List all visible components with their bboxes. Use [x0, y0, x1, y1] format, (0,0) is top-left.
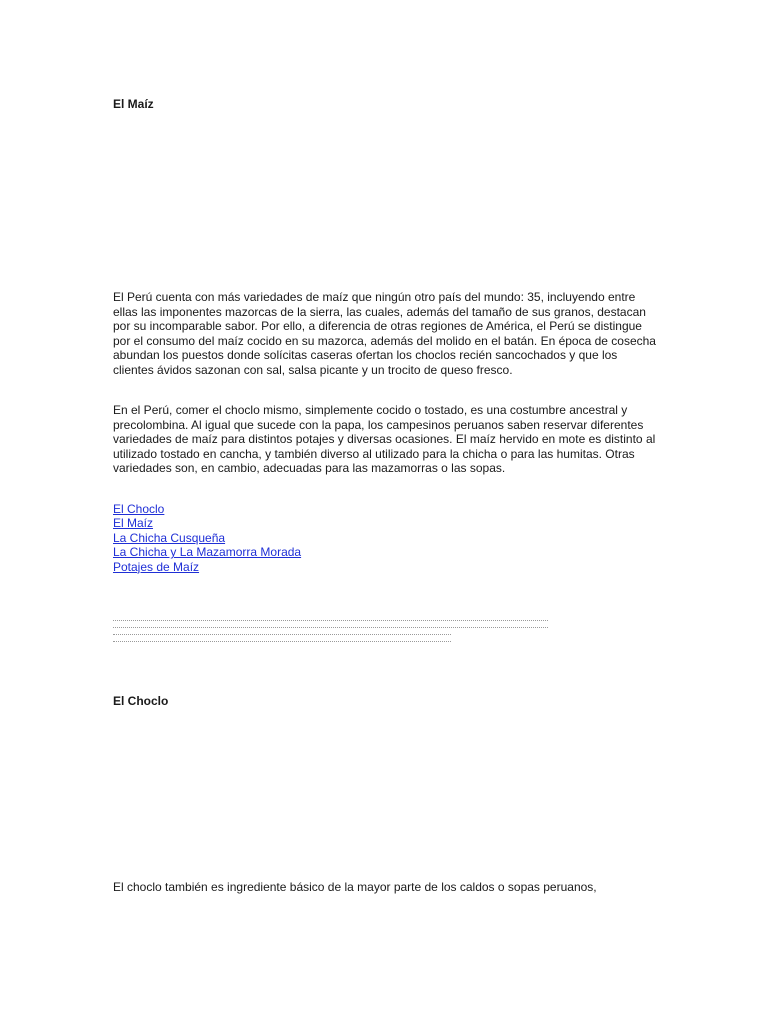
dotted-line: [113, 634, 451, 636]
section-title-maiz: El Maíz: [113, 97, 154, 111]
link-chicha-cusquena[interactable]: La Chicha Cusqueña: [113, 530, 226, 545]
link-list: [113, 502, 301, 574]
link-potajes-maiz[interactable]: Potajes de Maíz: [113, 559, 200, 574]
dotted-line: [113, 627, 548, 629]
link-el-choclo[interactable]: El Choclo: [113, 502, 165, 516]
dotted-line: [113, 620, 548, 622]
paragraph-varieties: El Perú cuenta con más variedades de maíz que ningún otro país del mundo: 35, incluyendo entre ellas las imponentes mazorcas de la sierra, las cuales, además del tamaño de sus granos, destacan por su incomparable sabor. Por ello, a diferencia de otras regiones de América, el Perú se distingue por el consumo del maíz cocido en su mazorca, además del molido en el batán. En época de cosecha abundan los puestos donde solícitas caseras ofertan los choclos recién sancochados y que los clientes ávidos sazonan con sal, salsa picante y un trocito de queso fresco.: [113, 290, 656, 377]
dotted-line: [113, 641, 451, 643]
list-item: [113, 531, 301, 545]
paragraph-custom: En el Perú, comer el choclo mismo, simplemente cocido o tostado, es una costumbre ancestral y precolombina. Al igual que sucede con la papa, los campesinos peruanos saben reservar diferentes variedades de maíz para distintos potajes y diversas ocasiones. El maíz hervido en mote es distinto al utilizado tostado en cancha, y también diverso al utilizado para la chicha o para las humitas. Otras variedades son, en cambio, adecuadas para las mazamorras o las sopas.: [113, 403, 656, 476]
list-item: [113, 516, 301, 530]
section-title-choclo: El Choclo: [113, 694, 169, 708]
paragraph-choclo: El choclo también es ingrediente básico de la mayor parte de los caldos o sopas peruanos,: [113, 880, 597, 894]
list-item: [113, 545, 301, 559]
list-item: [113, 502, 301, 516]
list-item: [113, 560, 301, 574]
dotted-separator: [113, 620, 553, 648]
link-chicha-mazamorra-morada[interactable]: La Chicha y La Mazamorra Morada: [113, 545, 302, 560]
link-el-maiz[interactable]: El Maíz: [113, 516, 154, 531]
